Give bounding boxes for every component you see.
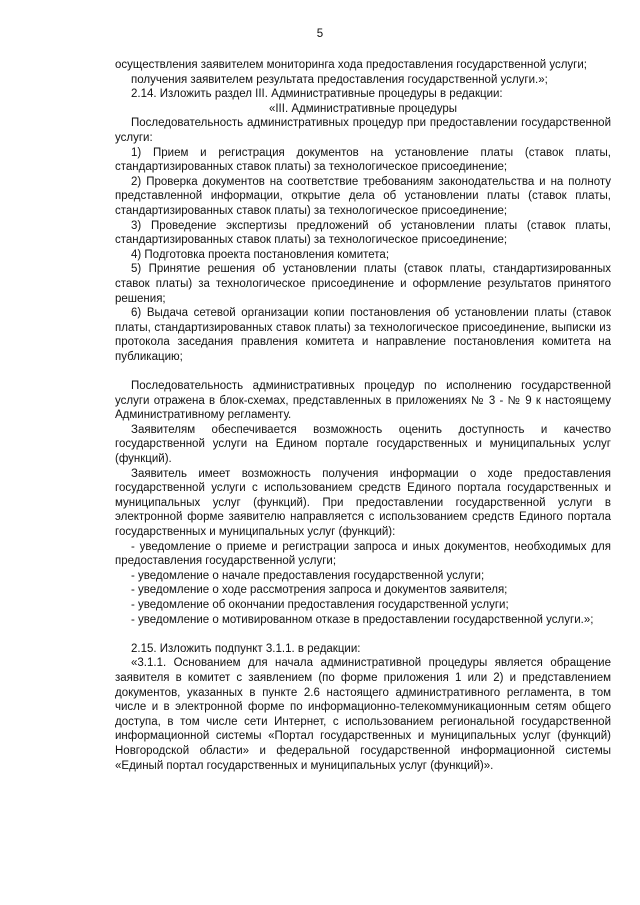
paragraph-amendment-2-15: 2.15. Изложить подпункт 3.1.1. в редакции: xyxy=(131,642,361,655)
notification-item-4: - уведомление об окончании предоставления государственной услуги; xyxy=(131,598,509,611)
notification-item-3: - уведомление о ходе рассмотрения запроса и документов заявителя; xyxy=(131,584,508,597)
paragraph-subclause-3-1-1: «3.1.1. Основанием для начала административной процедуры является обращение заявителя в комитет с заявлением (по форме приложения 1 или 2) и представлением документов, указанных в пункте 2.6 настоящего административного регламента, в том числе и в электронной форме по информационно-телекоммуникационным сетям общего доступа, в том числе сети Интернет, с использованием региональной государственной информационной системы «Портал государственных и муниципальных услуг (функций) Новгородской области» и федеральной государственной информационной системы «Единый портал государственных и муниципальных услуг (функций)». xyxy=(115,657,611,772)
notification-item-1: - уведомление о приеме и регистрации запроса и иных документов, необходимых для предоставления государственной услуги; xyxy=(115,540,611,568)
notification-item-2: - уведомление о начале предоставления государственной услуги; xyxy=(131,569,485,582)
procedure-item-2: 2) Проверка документов на соответствие требованиям законодательства и на полноту представленной информации, открытие дела об установлении платы (ставок платы, стандартизированных ставок платы) за технологическое присоединение; xyxy=(115,175,611,217)
procedure-item-5: 5) Принятие решения об установлении платы (ставок платы, стандартизированных ставок платы) за технологическое присоединение и оформление результатов принятого решения; xyxy=(115,263,611,305)
document-body xyxy=(115,58,611,773)
paragraph-applicant-info: Заявитель имеет возможность получения информации о ходе предоставления государственной услуги с использованием средств Единого портала государственных и муниципальных услуг (функций). При предоставлении государственной услуги в электронной форме заявителю направляется с использованием средств Единого портала государственных и муниципальных услуг (функций): xyxy=(115,467,611,538)
paragraph-result: получения заявителем результата предоставления государственной услуги.»; xyxy=(131,73,548,86)
procedure-item-3: 3) Проведение экспертизы предложений об установлении платы (ставок платы, стандартизированных ставок платы) за технологическое присоединение; xyxy=(115,219,611,247)
procedure-item-6: 6) Выдача сетевой организации копии постановления об установлении платы (ставок платы, стандартизированных ставок платы) за технологическое присоединение, выписки из протокола заседания правления комитета и направление постановления комитета на публикацию; xyxy=(115,307,611,363)
section-heading: «III. Административные процедуры xyxy=(268,102,458,115)
paragraph-amendment-2-14: 2.14. Изложить раздел III. Административные процедуры в редакции: xyxy=(131,88,503,101)
paragraph-monitoring: осуществления заявителем мониторинга хода предоставления государственной услуги; xyxy=(115,59,587,71)
notification-item-5: - уведомление о мотивированном отказе в предоставлении государственной услуги.»; xyxy=(131,613,594,626)
page-number: 5 xyxy=(316,28,324,40)
spacer xyxy=(115,627,611,642)
paragraph-flowcharts: Последовательность административных процедур по исполнению государственной услуги отражена в блок-схемах, представленных в приложениях № 3 - № 9 к настоящему Административному регламенту. xyxy=(115,380,611,422)
spacer xyxy=(115,364,611,379)
paragraph-quality-assessment: Заявителям обеспечивается возможность оценить доступность и качество государственной услуги на Едином портале государственных и муниципальных услуг (функций). xyxy=(115,423,611,466)
procedure-item-1: 1) Прием и регистрация документов на установление платы (ставок платы, стандартизированных ставок платы) за технологическое присоединение; xyxy=(115,146,611,174)
procedure-item-4: 4) Подготовка проекта постановления комитета; xyxy=(131,248,390,261)
paragraph-sequence-intro: Последовательность административных процедур при предоставлении государственной услуги: xyxy=(115,117,611,144)
